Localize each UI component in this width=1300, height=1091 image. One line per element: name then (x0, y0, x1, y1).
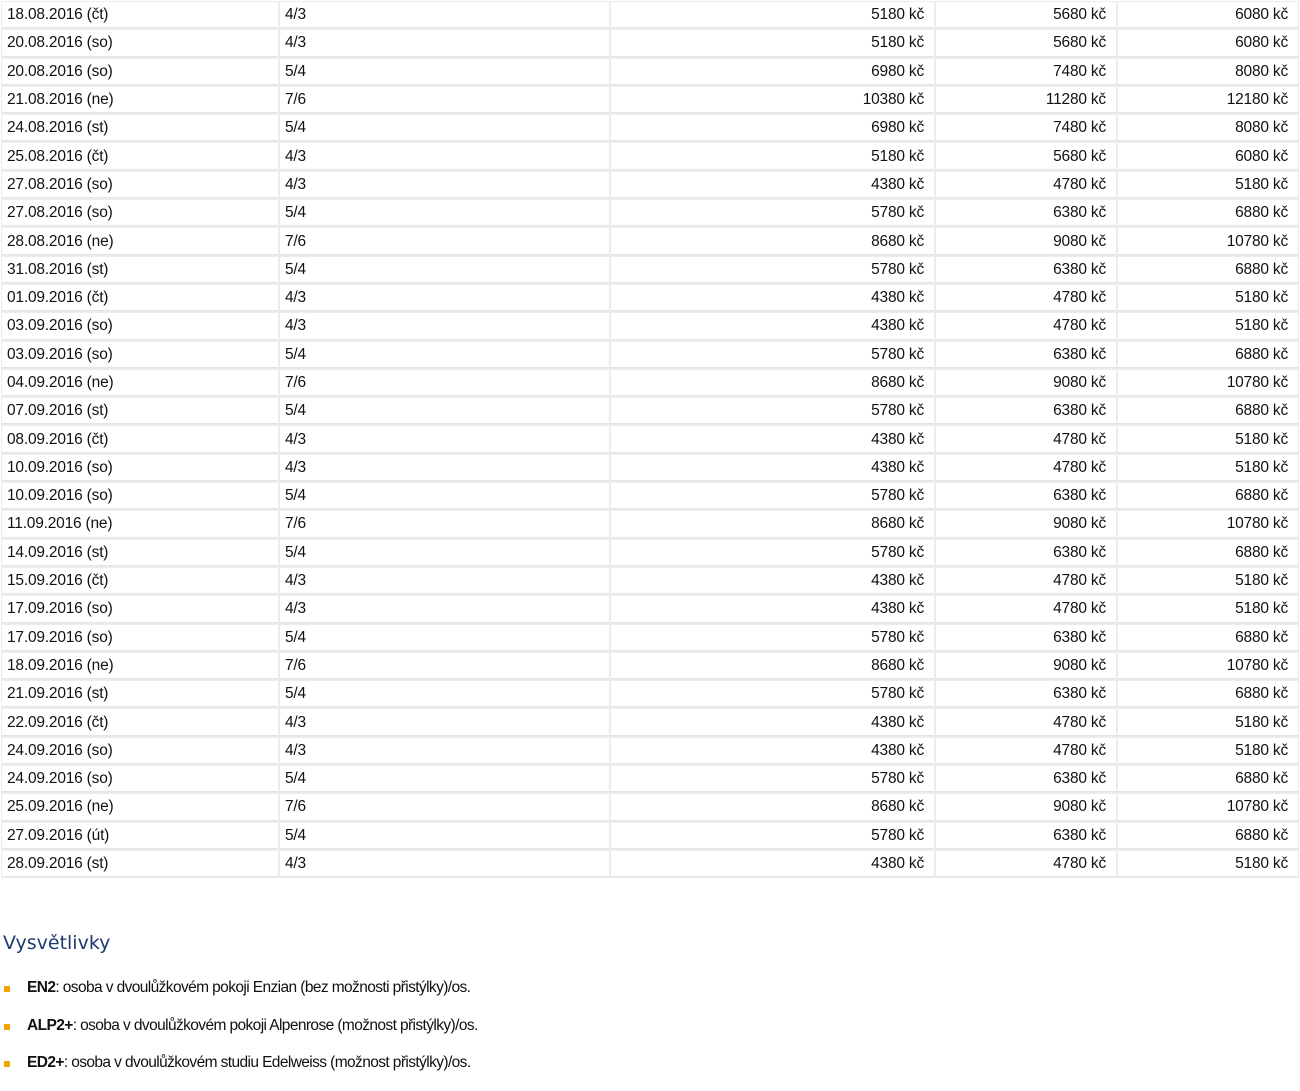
table-row (2, 483, 1298, 509)
cell-date: 07.09.2016 (st) (2, 398, 278, 424)
table-row (2, 625, 1298, 651)
cell-nights: 4/3 (280, 426, 609, 452)
cell-price-ed2: 10780 kč (1118, 653, 1298, 679)
cell-nights: 5/4 (280, 200, 609, 226)
cell-date: 10.09.2016 (so) (2, 483, 278, 509)
cell-nights: 4/3 (280, 30, 609, 56)
cell-nights: 5/4 (280, 115, 609, 141)
cell-price-alp2: 6380 kč (936, 200, 1116, 226)
cell-price-alp2: 6380 kč (936, 398, 1116, 424)
cell-price-en2: 5180 kč (611, 30, 934, 56)
cell-nights: 4/3 (280, 568, 609, 594)
cell-price-alp2: 4780 kč (936, 568, 1116, 594)
cell-price-en2: 5780 kč (611, 342, 934, 368)
legend-item-en2 (3, 978, 478, 1016)
cell-nights: 4/3 (280, 738, 609, 764)
legend-list (3, 978, 478, 1091)
cell-price-alp2: 4780 kč (936, 851, 1116, 877)
cell-nights: 5/4 (280, 342, 609, 368)
square-bullet-icon (4, 1024, 10, 1030)
cell-date: 01.09.2016 (čt) (2, 285, 278, 311)
cell-price-ed2: 5180 kč (1118, 738, 1298, 764)
cell-price-alp2: 4780 kč (936, 596, 1116, 622)
cell-price-alp2: 5680 kč (936, 2, 1116, 28)
cell-date: 18.09.2016 (ne) (2, 653, 278, 679)
cell-price-ed2: 10780 kč (1118, 228, 1298, 254)
table-row (2, 342, 1298, 368)
table-row (2, 823, 1298, 849)
cell-price-ed2: 12180 kč (1118, 87, 1298, 113)
cell-nights: 7/6 (280, 228, 609, 254)
cell-date: 25.08.2016 (čt) (2, 143, 278, 169)
legend-code: ED2+ (27, 1054, 64, 1071)
cell-price-en2: 4380 kč (611, 172, 934, 198)
cell-nights: 5/4 (280, 59, 609, 85)
cell-date: 24.09.2016 (so) (2, 766, 278, 792)
table-row (2, 115, 1298, 141)
cell-price-ed2: 6880 kč (1118, 823, 1298, 849)
table-row (2, 426, 1298, 452)
cell-price-ed2: 6080 kč (1118, 30, 1298, 56)
cell-price-en2: 5180 kč (611, 2, 934, 28)
cell-date: 14.09.2016 (st) (2, 540, 278, 566)
cell-price-en2: 4380 kč (611, 426, 934, 452)
cell-date: 11.09.2016 (ne) (2, 511, 278, 537)
cell-price-alp2: 4780 kč (936, 285, 1116, 311)
cell-nights: 4/3 (280, 143, 609, 169)
table-row (2, 851, 1298, 877)
legend-code: ALP2+ (27, 1016, 73, 1034)
cell-price-en2: 5780 kč (611, 823, 934, 849)
cell-date: 22.09.2016 (čt) (2, 709, 278, 735)
cell-date: 17.09.2016 (so) (2, 625, 278, 651)
cell-price-en2: 8680 kč (611, 370, 934, 396)
cell-price-alp2: 4780 kč (936, 172, 1116, 198)
table-row (2, 257, 1298, 283)
table-row (2, 653, 1298, 679)
cell-price-ed2: 6880 kč (1118, 681, 1298, 707)
table-row (2, 681, 1298, 707)
cell-date: 20.08.2016 (so) (2, 59, 278, 85)
cell-price-en2: 10380 kč (611, 87, 934, 113)
table-row (2, 228, 1298, 254)
cell-price-ed2: 6880 kč (1118, 625, 1298, 651)
cell-price-en2: 4380 kč (611, 285, 934, 311)
cell-price-en2: 6980 kč (611, 59, 934, 85)
cell-price-en2: 8680 kč (611, 511, 934, 537)
cell-price-alp2: 6380 kč (936, 766, 1116, 792)
cell-price-alp2: 9080 kč (936, 653, 1116, 679)
cell-price-alp2: 7480 kč (936, 59, 1116, 85)
cell-nights: 7/6 (280, 794, 609, 820)
cell-nights: 5/4 (280, 625, 609, 651)
cell-date: 28.09.2016 (st) (2, 851, 278, 877)
cell-nights: 5/4 (280, 257, 609, 283)
square-bullet-icon (4, 986, 10, 992)
cell-price-alp2: 4780 kč (936, 709, 1116, 735)
cell-nights: 4/3 (280, 455, 609, 481)
table-row (2, 313, 1298, 339)
cell-price-en2: 5780 kč (611, 200, 934, 226)
cell-price-en2: 5780 kč (611, 540, 934, 566)
cell-price-ed2: 6880 kč (1118, 257, 1298, 283)
legend-item-ed2 (3, 1053, 478, 1091)
cell-price-ed2: 5180 kč (1118, 568, 1298, 594)
cell-price-ed2: 5180 kč (1118, 596, 1298, 622)
cell-price-ed2: 8080 kč (1118, 115, 1298, 141)
cell-date: 27.08.2016 (so) (2, 172, 278, 198)
cell-price-alp2: 6380 kč (936, 823, 1116, 849)
cell-date: 28.08.2016 (ne) (2, 228, 278, 254)
cell-price-ed2: 6880 kč (1118, 398, 1298, 424)
table-row (2, 30, 1298, 56)
cell-price-ed2: 8080 kč (1118, 59, 1298, 85)
cell-price-en2: 4380 kč (611, 568, 934, 594)
cell-price-en2: 8680 kč (611, 228, 934, 254)
cell-date: 21.09.2016 (st) (2, 681, 278, 707)
cell-price-ed2: 6080 kč (1118, 2, 1298, 28)
cell-price-alp2: 9080 kč (936, 511, 1116, 537)
cell-price-alp2: 6380 kč (936, 257, 1116, 283)
legend-item-alp2 (3, 1016, 478, 1054)
cell-nights: 5/4 (280, 540, 609, 566)
cell-nights: 4/3 (280, 851, 609, 877)
cell-price-alp2: 7480 kč (936, 115, 1116, 141)
table-row (2, 596, 1298, 622)
cell-nights: 5/4 (280, 483, 609, 509)
legend-text: : osoba v dvoulůžkovém studiu Edelweiss (možnost přistýlky)/os. (63, 1054, 471, 1071)
cell-date: 04.09.2016 (ne) (2, 370, 278, 396)
cell-date: 03.09.2016 (so) (2, 313, 278, 339)
table-row (2, 398, 1298, 424)
cell-price-alp2: 9080 kč (936, 794, 1116, 820)
table-row (2, 2, 1298, 28)
cell-nights: 7/6 (280, 511, 609, 537)
table-row (2, 766, 1298, 792)
cell-price-en2: 4380 kč (611, 455, 934, 481)
cell-date: 31.08.2016 (st) (2, 257, 278, 283)
cell-nights: 4/3 (280, 596, 609, 622)
cell-price-en2: 5780 kč (611, 681, 934, 707)
table-row (2, 738, 1298, 764)
table-row (2, 511, 1298, 537)
cell-date: 18.08.2016 (čt) (2, 2, 278, 28)
cell-price-alp2: 5680 kč (936, 30, 1116, 56)
cell-date: 24.09.2016 (so) (2, 738, 278, 764)
cell-price-en2: 4380 kč (611, 596, 934, 622)
table-row (2, 709, 1298, 735)
cell-nights: 7/6 (280, 370, 609, 396)
legend-section (3, 928, 943, 1071)
table-row (2, 370, 1298, 396)
legend-code: EN2 (27, 979, 56, 996)
cell-price-ed2: 6880 kč (1118, 766, 1298, 792)
cell-price-en2: 5780 kč (611, 257, 934, 283)
cell-date: 20.08.2016 (so) (2, 30, 278, 56)
cell-price-ed2: 6880 kč (1118, 342, 1298, 368)
cell-date: 03.09.2016 (so) (2, 342, 278, 368)
cell-price-en2: 8680 kč (611, 794, 934, 820)
cell-nights: 5/4 (280, 766, 609, 792)
table-row (2, 143, 1298, 169)
cell-price-ed2: 6880 kč (1118, 200, 1298, 226)
cell-date: 25.09.2016 (ne) (2, 794, 278, 820)
cell-nights: 4/3 (280, 285, 609, 311)
cell-nights: 5/4 (280, 823, 609, 849)
cell-date: 17.09.2016 (so) (2, 596, 278, 622)
cell-nights: 5/4 (280, 398, 609, 424)
table-row (2, 87, 1298, 113)
table-row (2, 172, 1298, 198)
cell-nights: 4/3 (280, 709, 609, 735)
cell-price-ed2: 5180 kč (1118, 455, 1298, 481)
cell-price-alp2: 5680 kč (936, 143, 1116, 169)
cell-date: 21.08.2016 (ne) (2, 87, 278, 113)
cell-price-alp2: 6380 kč (936, 625, 1116, 651)
cell-price-alp2: 4780 kč (936, 426, 1116, 452)
cell-price-alp2: 11280 kč (936, 87, 1116, 113)
cell-nights: 5/4 (280, 681, 609, 707)
cell-price-en2: 5180 kč (611, 143, 934, 169)
cell-price-alp2: 4780 kč (936, 313, 1116, 339)
cell-price-alp2: 6380 kč (936, 540, 1116, 566)
cell-price-ed2: 5180 kč (1118, 851, 1298, 877)
square-bullet-icon (4, 1061, 10, 1067)
table-row (2, 455, 1298, 481)
table-row (2, 794, 1298, 820)
cell-price-ed2: 5180 kč (1118, 426, 1298, 452)
cell-price-en2: 4380 kč (611, 709, 934, 735)
cell-price-ed2: 5180 kč (1118, 313, 1298, 339)
cell-date: 27.09.2016 (út) (2, 823, 278, 849)
cell-price-alp2: 9080 kč (936, 228, 1116, 254)
cell-price-alp2: 6380 kč (936, 681, 1116, 707)
legend-text: : osoba v dvoulůžkovém pokoji Enzian (bez možnosti přistýlky)/os. (55, 979, 471, 996)
cell-nights: 7/6 (280, 87, 609, 113)
cell-price-en2: 5780 kč (611, 483, 934, 509)
cell-price-en2: 5780 kč (611, 766, 934, 792)
cell-nights: 4/3 (280, 2, 609, 28)
cell-price-ed2: 5180 kč (1118, 172, 1298, 198)
cell-price-alp2: 4780 kč (936, 738, 1116, 764)
table-row (2, 59, 1298, 85)
table-row (2, 568, 1298, 594)
cell-price-alp2: 4780 kč (936, 455, 1116, 481)
cell-price-ed2: 10780 kč (1118, 794, 1298, 820)
cell-price-ed2: 6880 kč (1118, 540, 1298, 566)
table-row (2, 540, 1298, 566)
cell-date: 24.08.2016 (st) (2, 115, 278, 141)
cell-price-en2: 8680 kč (611, 653, 934, 679)
legend-text: : osoba v dvoulůžkovém pokoji Alpenrose (možnost přistýlky)/os. (72, 1016, 478, 1034)
cell-price-en2: 4380 kč (611, 313, 934, 339)
cell-price-ed2: 10780 kč (1118, 511, 1298, 537)
table-row (2, 200, 1298, 226)
cell-price-en2: 6980 kč (611, 115, 934, 141)
cell-date: 08.09.2016 (čt) (2, 426, 278, 452)
cell-date: 27.08.2016 (so) (2, 200, 278, 226)
cell-price-ed2: 5180 kč (1118, 285, 1298, 311)
cell-date: 10.09.2016 (so) (2, 455, 278, 481)
cell-price-alp2: 9080 kč (936, 370, 1116, 396)
price-table-body (2, 2, 1298, 877)
cell-price-alp2: 6380 kč (936, 342, 1116, 368)
legend-title: Vysvětlivky (3, 932, 111, 954)
cell-nights: 4/3 (280, 313, 609, 339)
cell-price-alp2: 6380 kč (936, 483, 1116, 509)
cell-price-en2: 4380 kč (611, 851, 934, 877)
cell-nights: 4/3 (280, 172, 609, 198)
cell-price-en2: 4380 kč (611, 738, 934, 764)
cell-price-ed2: 10780 kč (1118, 370, 1298, 396)
cell-price-en2: 5780 kč (611, 398, 934, 424)
cell-nights: 7/6 (280, 653, 609, 679)
cell-date: 15.09.2016 (čt) (2, 568, 278, 594)
cell-price-ed2: 6880 kč (1118, 483, 1298, 509)
cell-price-en2: 5780 kč (611, 625, 934, 651)
cell-price-ed2: 5180 kč (1118, 709, 1298, 735)
table-row (2, 285, 1298, 311)
cell-price-ed2: 6080 kč (1118, 143, 1298, 169)
